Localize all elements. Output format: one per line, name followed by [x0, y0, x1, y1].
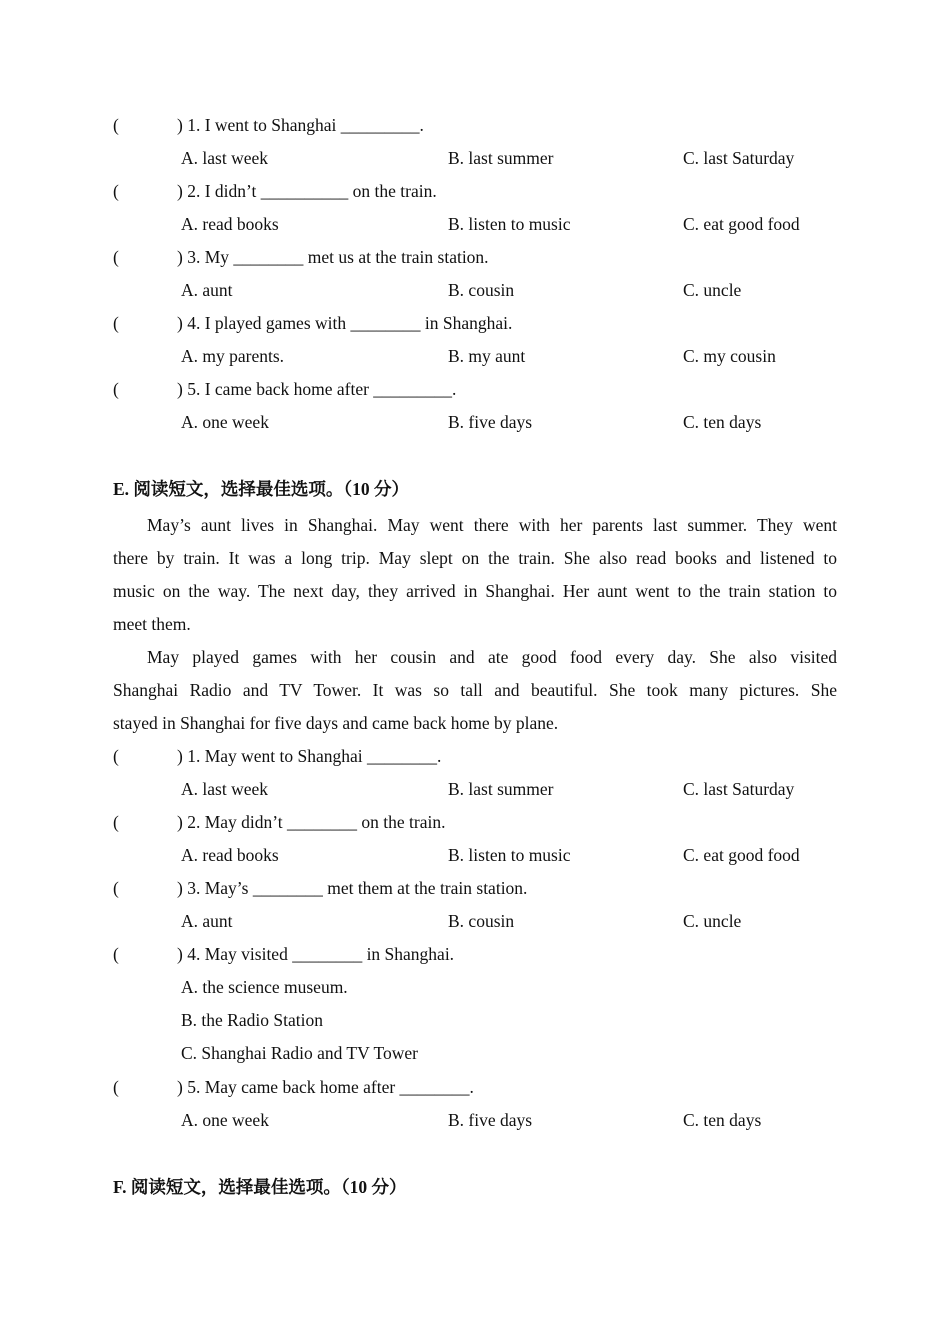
option-c: C. last Saturday	[683, 148, 795, 168]
option-a: A. one week	[181, 1110, 269, 1130]
passage-line: Shanghai Radio and TV Tower. It was so tall and beautiful. She took many pictures. She	[113, 680, 837, 700]
question-text: ) 5. May came back home after ________.	[177, 1077, 474, 1097]
question-text: ) 3. My ________ met us at the train station.	[177, 247, 489, 267]
option-c: C. eat good food	[683, 845, 800, 865]
option-c: C. ten days	[683, 1110, 762, 1130]
question-text: ) 2. I didn’t __________ on the train.	[177, 181, 437, 201]
answer-paren: (	[113, 812, 119, 832]
question-text: ) 2. May didn’t ________ on the train.	[177, 812, 446, 832]
option-c: C. my cousin	[683, 346, 776, 366]
option-a: A. read books	[181, 845, 279, 865]
passage-line: there by train. It was a long trip. May slept on the train. She also read books and listened to	[113, 548, 837, 568]
option-a: A. last week	[181, 148, 268, 168]
passage-line: May’s aunt lives in Shanghai. May went there with her parents last summer. They went	[147, 515, 837, 535]
passage-line: meet them.	[113, 614, 191, 634]
option-b: B. listen to music	[448, 214, 571, 234]
option-a: A. read books	[181, 214, 279, 234]
answer-paren: (	[113, 313, 119, 333]
answer-paren: (	[113, 1077, 119, 1097]
answer-paren: (	[113, 746, 119, 766]
answer-paren: (	[113, 115, 119, 135]
option-c: C. uncle	[683, 280, 742, 300]
answer-paren: (	[113, 379, 119, 399]
section-e-heading: E. 阅读短文，选择最佳选项。（10 分）	[113, 479, 410, 499]
answer-paren: (	[113, 181, 119, 201]
option-b: B. last summer	[448, 779, 554, 799]
answer-paren: (	[113, 878, 119, 898]
passage-line: May played games with her cousin and ate good food every day. She also visited	[147, 647, 837, 667]
option-a: A. my parents.	[181, 346, 285, 366]
option-a: A. last week	[181, 779, 268, 799]
option-a: A. the science museum.	[181, 977, 348, 997]
option-b: B. cousin	[448, 280, 515, 300]
option-b: B. my aunt	[448, 346, 526, 366]
section-f-heading: F. 阅读短文，选择最佳选项。（10 分）	[113, 1177, 407, 1197]
question-text: ) 1. May went to Shanghai ________.	[177, 746, 442, 766]
question-text: ) 4. May visited ________ in Shanghai.	[177, 944, 455, 964]
option-c: C. uncle	[683, 911, 742, 931]
question-text: ) 1. I went to Shanghai _________.	[177, 115, 424, 135]
option-b: B. five days	[448, 1110, 533, 1130]
passage-line: music on the way. The next day, they arrived in Shanghai. Her aunt went to the train station to	[113, 581, 837, 601]
option-a: A. aunt	[181, 911, 233, 931]
passage-line: stayed in Shanghai for five days and came back home by plane.	[113, 713, 559, 733]
option-c: C. eat good food	[683, 214, 800, 234]
option-b: B. the Radio Station	[181, 1010, 323, 1030]
option-c: C. ten days	[683, 412, 762, 432]
option-b: B. last summer	[448, 148, 554, 168]
option-c: C. last Saturday	[683, 779, 795, 799]
answer-paren: (	[113, 944, 119, 964]
option-c: C. Shanghai Radio and TV Tower	[181, 1043, 418, 1063]
question-text: ) 5. I came back home after _________.	[177, 379, 457, 399]
option-b: B. five days	[448, 412, 533, 432]
option-a: A. aunt	[181, 280, 233, 300]
answer-paren: (	[113, 247, 119, 267]
option-b: B. listen to music	[448, 845, 571, 865]
option-b: B. cousin	[448, 911, 515, 931]
question-text: ) 4. I played games with ________ in Shanghai.	[177, 313, 513, 333]
question-text: ) 3. May’s ________ met them at the train station.	[177, 878, 528, 898]
option-a: A. one week	[181, 412, 269, 432]
